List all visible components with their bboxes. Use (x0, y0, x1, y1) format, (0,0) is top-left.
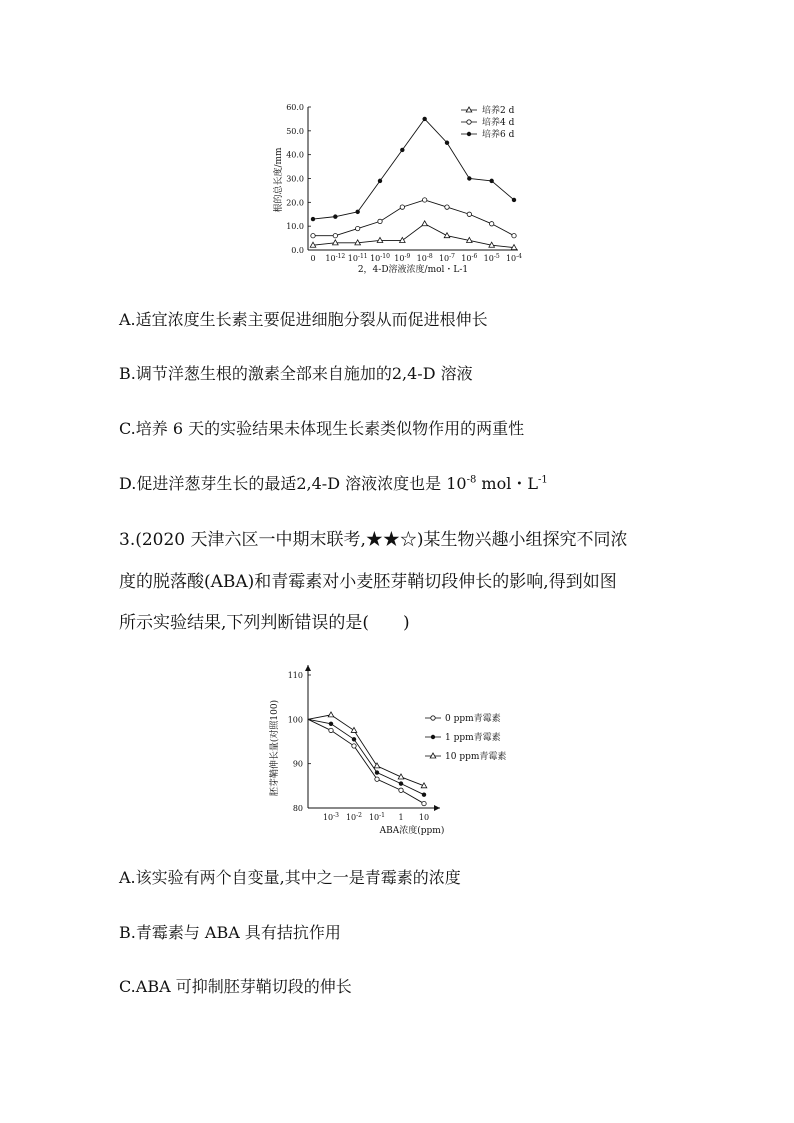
chart1-data-point (400, 205, 404, 209)
question3-line2: 度的脱落酸(ABA)和青霉素对小麦胚芽鞘切段伸长的影响,得到如图 (119, 572, 617, 592)
chart1-data-point (422, 198, 426, 202)
chart1-data-point (378, 219, 382, 223)
chart1-data-point (445, 205, 449, 209)
chart1-data-point (333, 214, 337, 218)
chart2-x-tick-label: $10^{-3}$ (322, 812, 340, 822)
chart1-legend-marker (467, 120, 471, 124)
chart1-y-tick-label: 50.0 (286, 126, 304, 136)
chart1-data-point (377, 237, 383, 242)
chart2-legend-marker (431, 735, 435, 739)
chart1-y-tick-label: 60.0 (286, 103, 304, 112)
chart2-legend-label: 1 ppm青霉素 (445, 733, 501, 743)
chart2-x-tick-label: 10 (418, 813, 430, 822)
chart2-y-arrow (305, 665, 311, 671)
chart1-x-tick-label: $10^{-10}$ (370, 253, 390, 263)
chart1-x-tick-label: $10^{-8}$ (416, 253, 433, 263)
chart1-y-tick-label: 20.0 (286, 198, 304, 208)
chart1-data-point (444, 233, 450, 238)
chart2-data-point (399, 781, 403, 785)
chart1-y-tick-label: 0.0 (291, 246, 304, 255)
chart1-data-point (355, 210, 359, 214)
chart1-x-tick-label: $10^{-6}$ (461, 253, 478, 263)
chart2-legend-label: 10 ppm青霉素 (445, 752, 507, 762)
coleoptile-chart-svg (265, 660, 535, 840)
chart1-x-tick-label: $10^{-9}$ (394, 253, 411, 263)
chart2-data-point (375, 770, 379, 774)
chart1-legend-label: 培养2 d (482, 106, 515, 116)
chart1-series-line (313, 224, 514, 248)
chart1-data-point (355, 226, 359, 230)
option-d-exp: -8 (466, 474, 477, 486)
chart2-x-tick-label: $10^{-2}$ (345, 812, 363, 822)
chart1-data-point (422, 117, 426, 121)
chart1-y-tick-label: 30.0 (286, 174, 304, 184)
chart1-legend-marker (467, 132, 471, 136)
chart2-x-label: ABA浓度(ppm) (379, 826, 445, 836)
chart2-data-point (352, 737, 356, 741)
chart1-data-point (489, 222, 493, 226)
chart2-data-point (352, 744, 356, 748)
chart2-series-line (308, 715, 424, 786)
chart2-y-tick-label: 110 (287, 671, 303, 680)
chart2-x-tick-label: 1 (398, 813, 404, 822)
chart1-data-point (400, 237, 406, 242)
chart2-series-line (308, 719, 424, 794)
chart1-y-tick-label: 40.0 (286, 150, 304, 160)
chart1-data-point (512, 234, 516, 238)
chart1-x-tick-label: $10^{-11}$ (347, 253, 368, 263)
chart2-y-tick-label: 100 (287, 715, 303, 725)
chart1-x-tick-label: $10^{-12}$ (325, 253, 346, 263)
chart1-x-label: 2，4-D溶液浓度/mol・L-1 (357, 265, 469, 275)
chart1-series-line (313, 200, 514, 236)
option-b-q2: B.调节洋葱生根的激素全部来自施加的2,4-D 溶液 (119, 364, 473, 383)
option-d-text: D.促进洋葱芽生长的最适2,4-D 溶液浓度也是 10 (119, 474, 467, 493)
chart2-legend-marker (430, 753, 436, 758)
option-a-q2: A.适宜浓度生长素主要促进细胞分裂从而促进根伸长 (119, 310, 488, 329)
chart1-y-label: 根的总长度/mm (274, 147, 284, 213)
chart1-data-point (311, 217, 315, 221)
chart2-y-tick-label: 80 (292, 804, 303, 813)
chart1-x-tick-label: $10^{-5}$ (483, 253, 500, 263)
chart1-data-point (489, 179, 493, 183)
chart1-legend-marker (466, 107, 472, 112)
chart2-data-point (329, 722, 333, 726)
chart2-data-point (422, 793, 426, 797)
option-c-q3: C.ABA 可抑制胚芽鞘切段的伸长 (119, 977, 352, 996)
option-a-q3: A.该实验有两个自变量,其中之一是青霉素的浓度 (119, 868, 461, 887)
chart1-data-point (445, 141, 449, 145)
chart2-series-line (308, 719, 424, 803)
question3-line3: 所示实验结果,下列判断错误的是( ) (119, 613, 410, 633)
chart1-x-tick-label: 0 (310, 254, 316, 263)
chart2-legend-label: 0 ppm青霉素 (445, 714, 501, 724)
option-d-unit: mol・L (476, 474, 538, 493)
chart2-y-label: 胚芽鞘伸长量(对照100) (270, 699, 280, 797)
chart1-legend-label: 培养4 d (482, 118, 515, 128)
chart2-legend-marker (431, 716, 435, 720)
chart1-y-tick-label: 10.0 (286, 222, 304, 232)
chart2-y-tick-label: 90 (292, 759, 303, 769)
chart2-x-tick-label: $10^{-1}$ (368, 812, 386, 822)
option-d-unit-exp: -1 (537, 474, 548, 486)
chart2-data-point (328, 712, 334, 717)
chart1-x-tick-label: $10^{-7}$ (438, 253, 456, 263)
chart2-data-point (375, 777, 379, 781)
chart1-data-point (400, 148, 404, 152)
chart1-data-point (512, 198, 516, 202)
chart1-legend-label: 培养6 d (482, 130, 515, 140)
chart2-data-point (329, 728, 333, 732)
option-c-q2: C.培养 6 天的实验结果未体现生长素类似物作用的两重性 (119, 419, 525, 438)
root-length-chart-svg (262, 100, 532, 280)
chart2-data-point (351, 727, 357, 732)
chart1-data-point (467, 212, 471, 216)
chart1-data-point (422, 221, 428, 226)
root-length-chart (262, 100, 532, 280)
chart1-x-tick-label: $10^{-4}$ (505, 253, 523, 263)
option-d-q2 (119, 474, 548, 494)
coleoptile-chart (265, 660, 535, 840)
chart2-x-arrow (434, 805, 440, 811)
chart1-data-point (333, 240, 339, 245)
chart2-data-point (399, 788, 403, 792)
chart2-data-point (422, 801, 426, 805)
chart1-data-point (333, 234, 337, 238)
chart1-data-point (311, 234, 315, 238)
chart1-data-point (467, 176, 471, 180)
question3-line1: 3.(2020 天津六区一中期末联考,★★☆)某生物兴趣小组探究不同浓 (119, 530, 628, 550)
option-b-q3: B.青霉素与 ABA 具有拮抗作用 (119, 923, 341, 942)
chart1-data-point (378, 179, 382, 183)
